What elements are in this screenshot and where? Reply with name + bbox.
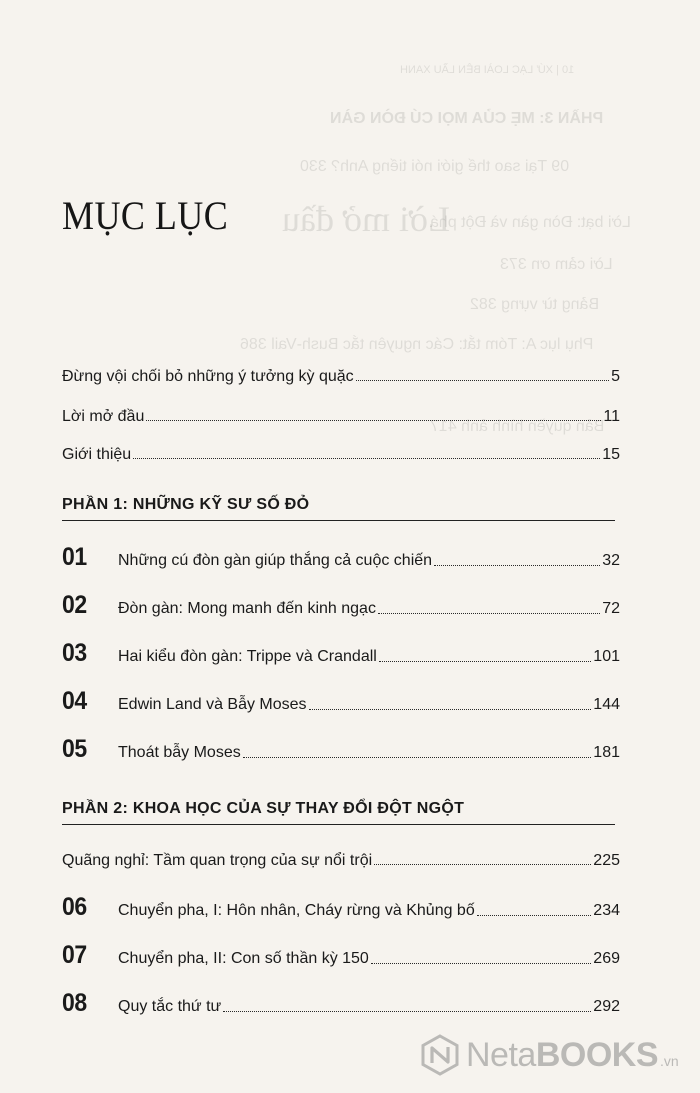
chapter-page: 234 — [593, 902, 620, 919]
toc-entry-label: Quãng nghỉ: Tầm quan trọng của sự nổi trội — [62, 852, 373, 869]
bleed-row: Lời bạt: Đòn gàn và Đột phá — [430, 214, 631, 231]
dot-leader — [374, 864, 591, 865]
part-2-heading: PHẦN 2: KHOA HỌC CỦA SỰ THAY ĐỔI ĐỘT NGỘT — [62, 800, 615, 825]
bleed-big-title: Lời mở đầu — [282, 199, 451, 239]
chapter-title: Edwin Land và Bẫy Moses — [118, 696, 307, 713]
dot-leader — [378, 613, 600, 614]
toc-entry-label: Đừng vội chối bỏ những ý tưởng kỳ quặc — [62, 368, 354, 385]
page-title: MỤC LỤC — [62, 193, 229, 238]
bleed-row: Bản quyền hình ảnh 417 — [430, 418, 605, 435]
chapter-number: 03 — [62, 639, 87, 667]
bleed-row: Phụ lục A: Tóm tắt: Các nguyên tắc Bush-Vail 386 — [240, 336, 594, 353]
part-1-heading: PHẦN 1: NHỮNG KỸ SƯ SỐ ĐỎ — [62, 496, 615, 521]
dot-leader — [379, 661, 591, 662]
chapter-page: 269 — [593, 950, 620, 967]
toc-entry-page: 11 — [603, 408, 620, 425]
chapter-entry[interactable] — [62, 682, 620, 716]
toc-entry[interactable] — [62, 440, 620, 464]
bleed-row: Lời cảm ơn 373 — [500, 256, 613, 273]
toc-entry[interactable] — [62, 402, 620, 426]
dot-leader — [133, 458, 600, 459]
chapter-title: Những cú đòn gàn giúp thắng cả cuộc chiến — [118, 552, 433, 569]
dot-leader — [309, 709, 592, 710]
dot-leader — [434, 565, 600, 566]
chapter-page: 292 — [593, 998, 620, 1015]
netabooks-logo-icon — [418, 1033, 462, 1077]
chapter-entry[interactable] — [62, 888, 620, 922]
chapter-page: 72 — [602, 600, 620, 617]
toc-entry-interlude[interactable] — [62, 846, 620, 870]
chapter-entry[interactable] — [62, 984, 620, 1018]
chapter-entry[interactable] — [62, 634, 620, 668]
bleed-part-heading: PHẦN 3: MẸ CỦA MỌI CÚ ĐÒN GÀN — [330, 110, 604, 127]
chapter-number: 06 — [62, 893, 87, 921]
watermark-brand: NetaBOOKS — [466, 1035, 659, 1074]
chapter-title: Chuyển pha, II: Con số thần kỳ 150 — [118, 950, 369, 967]
chapter-title: Chuyển pha, I: Hôn nhân, Cháy rừng và Khủng bố — [118, 902, 475, 919]
watermark-suffix: .vn — [660, 1053, 679, 1069]
chapter-number: 05 — [62, 735, 87, 763]
chapter-title: Quy tắc thứ tư — [118, 998, 222, 1015]
bleed-row: Bảng từ vựng 382 — [470, 296, 600, 313]
bleed-header: 10 | XỨ LẠC LOÀI BÊN LẦU XANH — [400, 64, 575, 76]
dot-leader — [243, 757, 592, 758]
dot-leader — [356, 380, 609, 381]
chapter-page: 32 — [602, 552, 620, 569]
chapter-entry[interactable] — [62, 730, 620, 764]
chapter-number: 08 — [62, 989, 87, 1017]
dot-leader — [371, 963, 591, 964]
chapter-entry[interactable] — [62, 586, 620, 620]
dot-leader — [146, 420, 601, 421]
toc-entry-page: 15 — [602, 446, 620, 463]
toc-entry-label: Lời mở đầu — [62, 408, 145, 425]
chapter-number: 02 — [62, 591, 87, 619]
chapter-page: 181 — [593, 744, 620, 761]
chapter-number: 04 — [62, 687, 87, 715]
toc-entry-label: Giới thiệu — [62, 446, 132, 463]
chapter-entry[interactable] — [62, 936, 620, 970]
chapter-page: 101 — [593, 648, 620, 665]
toc-entry-page: 225 — [593, 852, 620, 869]
chapter-page: 144 — [593, 696, 620, 713]
dot-leader — [223, 1011, 591, 1012]
bleed-row: 09 Tại sao thế giới nói tiếng Anh? 330 — [300, 158, 570, 175]
chapter-title: Thoát bẫy Moses — [118, 744, 241, 761]
chapter-entry[interactable] — [62, 538, 620, 572]
dot-leader — [477, 915, 592, 916]
toc-entry[interactable] — [62, 362, 620, 386]
chapter-number: 01 — [62, 543, 87, 571]
toc-entry-page: 5 — [611, 368, 620, 385]
chapter-number: 07 — [62, 941, 87, 969]
netabooks-watermark — [418, 1033, 679, 1077]
chapter-title: Hai kiểu đòn gàn: Trippe và Crandall — [118, 648, 377, 665]
chapter-title: Đòn gàn: Mong manh đến kinh ngạc — [118, 600, 376, 617]
